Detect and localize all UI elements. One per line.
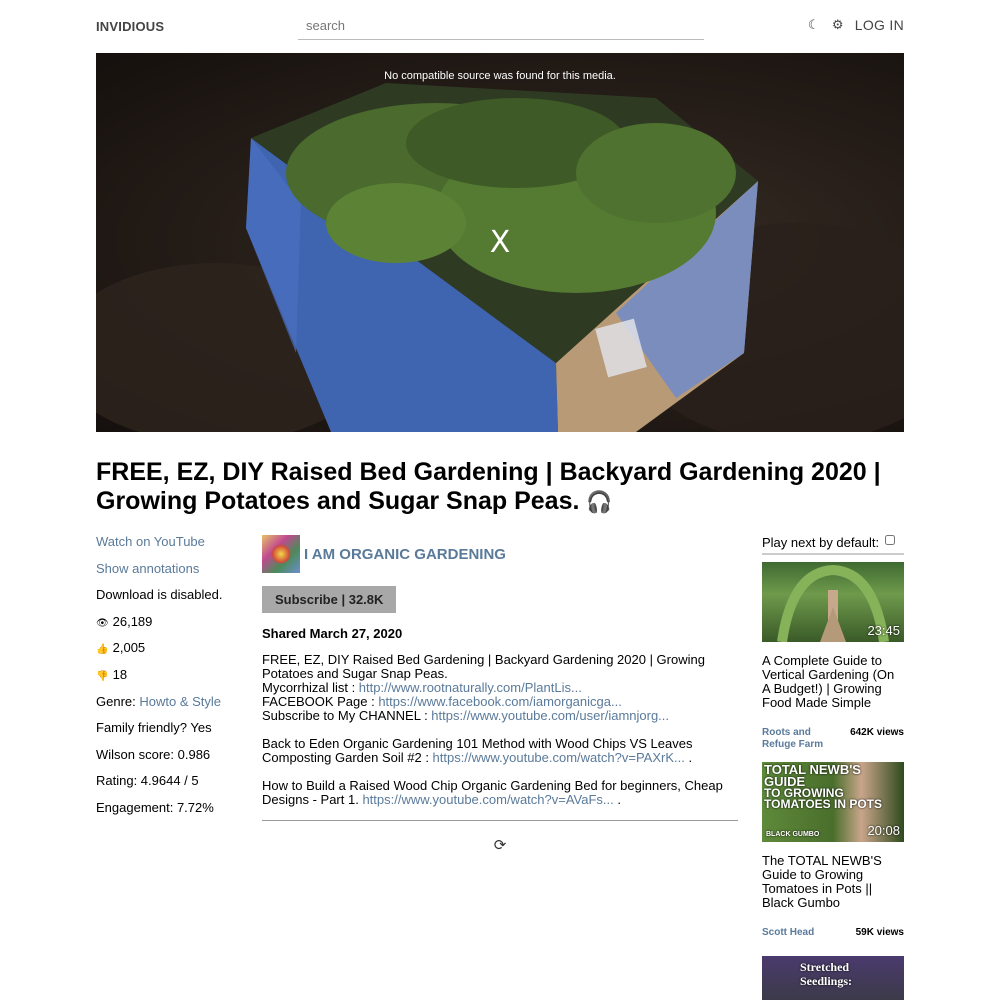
gear-icon[interactable]: ⚙	[831, 17, 844, 32]
description-p2-link[interactable]: https://www.youtube.com/watch?v=PAXrK...	[432, 750, 685, 765]
autoplay-checkbox[interactable]	[885, 535, 895, 545]
engagement: Engagement: 7.72%	[96, 799, 214, 815]
video-thumbnail[interactable]	[762, 956, 904, 1000]
myco-label: Mycorrhizal list :	[262, 680, 359, 695]
video-player[interactable]	[96, 53, 904, 432]
thumbnail-headline: Stretched	[800, 960, 850, 974]
show-annotations-link[interactable]: Show annotations	[96, 560, 200, 576]
headphones-icon: 🎧	[586, 491, 613, 514]
related-video-title[interactable]: The TOTAL NEWB'S Guide to Growing Tomatoes in Pots || Black Gumbo	[762, 853, 882, 910]
description-intro: FREE, EZ, DIY Raised Bed Gardening | Backyard Gardening 2020 | Growing Potatoes and Sugar Snap Peas.	[262, 652, 705, 681]
thumbs-up-icon: 👍	[96, 644, 109, 656]
related-video-card[interactable]	[762, 956, 904, 1000]
subscribe-channel-link[interactable]: https://www.youtube.com/user/iamnjorg...	[431, 708, 670, 723]
download-status: Download is disabled.	[96, 587, 223, 603]
thumbnail-brand: BLACK GUMBO	[766, 831, 820, 838]
related-video-meta	[762, 927, 904, 939]
channel-header[interactable]	[262, 534, 738, 574]
channel-name-link[interactable]: I AM ORGANIC GARDENING	[304, 545, 506, 563]
description-p2: Back to Eden Organic Gardening 101 Method with Wood Chips VS Leaves Composting Garden Soil #2 :	[262, 736, 693, 765]
likes-value: 2,005	[112, 640, 146, 656]
views-count	[96, 614, 256, 641]
likes-count	[96, 640, 256, 667]
channel-avatar[interactable]	[262, 535, 300, 573]
genre-link[interactable]: Howto & Style	[139, 693, 222, 709]
dislikes-value: 18	[112, 666, 128, 682]
description-p3-end: .	[613, 792, 621, 807]
video-duration: 20:08	[867, 823, 900, 838]
video-thumbnail[interactable]	[762, 762, 904, 842]
related-videos-column	[762, 534, 904, 1000]
related-video-title[interactable]: A Complete Guide to Vertical Gardening (On A Budget!) | Growing Food Made Simple	[762, 653, 895, 710]
description-p2-end: .	[684, 750, 693, 765]
subscribe-channel-label: Subscribe to My CHANNEL :	[262, 708, 432, 723]
related-video-channel[interactable]: Roots and Refuge Farm	[762, 727, 824, 750]
player-error-message: No compatible source was found for this media.	[384, 70, 616, 82]
reload-icon[interactable]: ⟳	[493, 837, 507, 854]
thumbnail-subline: Seedlings:	[800, 974, 853, 988]
related-video-channel[interactable]: Scott Head	[762, 927, 815, 938]
video-title-text: FREE, EZ, DIY Raised Bed Gardening | Backyard Gardening 2020 | Growing Potatoes and Sugar Snap Peas.	[96, 458, 881, 515]
video-description	[262, 653, 738, 807]
video-thumbnail[interactable]	[762, 562, 904, 642]
description-p3: How to Build a Raised Wood Chip Organic Gardening Bed for beginners, Cheap Designs - Part 1.	[262, 778, 723, 807]
facebook-link[interactable]: https://www.facebook.com/iamorganicga...	[378, 694, 622, 709]
genre-label: Genre:	[96, 693, 140, 709]
genre	[96, 694, 256, 721]
related-video-views: 642K views	[850, 727, 904, 738]
related-video-views: 59K views	[855, 927, 904, 938]
wilson-score: Wilson score: 0.986	[96, 746, 211, 762]
site-logo[interactable]: INVIDIOUS	[96, 19, 165, 34]
thumbnail-subline: TO GROWING TOMATOES IN POTS	[764, 786, 883, 811]
thumbs-down-icon: 👎	[96, 670, 109, 682]
related-video-card[interactable]	[762, 562, 904, 751]
facebook-label: FACEBOOK Page :	[262, 694, 379, 709]
family-friendly: Family friendly? Yes	[96, 720, 212, 736]
watch-on-youtube-link[interactable]: Watch on YouTube	[96, 534, 205, 549]
video-duration: 23:45	[867, 623, 900, 638]
video-info-column	[96, 534, 256, 827]
video-title	[96, 458, 904, 517]
subscribe-button[interactable]: Subscribe | 32.8K	[262, 586, 396, 613]
moon-icon[interactable]: ☾	[807, 17, 820, 32]
header-actions	[807, 17, 904, 33]
thumbnail-overlay-text	[800, 960, 852, 988]
published-date: Shared March 27, 2020	[262, 626, 403, 641]
myco-link[interactable]: http://www.rootnaturally.com/PlantLis...	[358, 680, 582, 695]
description-p3-link[interactable]: https://www.youtube.com/watch?v=AVaFs...	[362, 792, 614, 807]
video-description-column	[262, 534, 738, 854]
search-input[interactable]	[298, 12, 704, 40]
thumbnail-headline: TOTAL NEWB'S GUIDE	[764, 762, 861, 789]
related-video-card[interactable]	[762, 762, 904, 939]
top-navbar	[96, 0, 904, 52]
login-link[interactable]: LOG IN	[854, 17, 904, 33]
rating: Rating: 4.9644 / 5	[96, 773, 199, 789]
autoplay-toggle	[762, 534, 904, 555]
autoplay-label: Play next by default:	[762, 535, 880, 550]
related-video-meta	[762, 727, 904, 751]
dislikes-count	[96, 667, 256, 694]
thumbnail-overlay-text	[764, 764, 904, 810]
comments-divider	[262, 820, 738, 821]
views-value: 26,189	[112, 613, 153, 629]
close-icon[interactable]: X	[489, 225, 511, 260]
eye-icon: 👁	[96, 617, 109, 629]
